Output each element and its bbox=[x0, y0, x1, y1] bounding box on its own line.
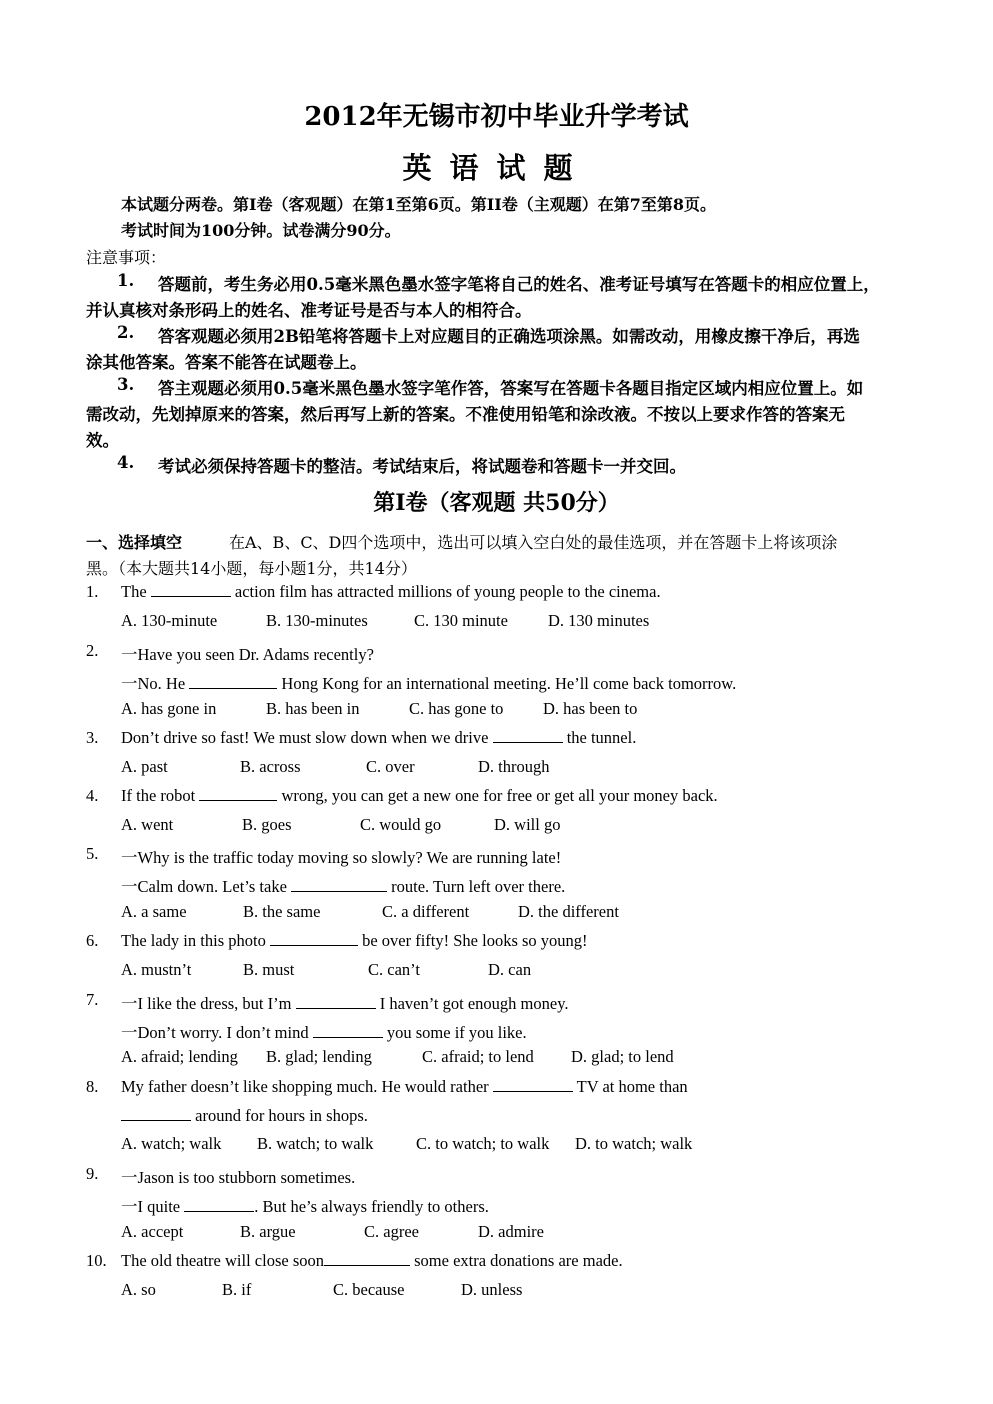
answer-option: A. watch; walk bbox=[121, 1134, 222, 1153]
answer-option: C. a different bbox=[382, 902, 470, 921]
question-number: 4. bbox=[86, 786, 99, 805]
answer-option: A. accept bbox=[121, 1222, 184, 1241]
note-number: 2. bbox=[117, 323, 135, 342]
answer-option: C. because bbox=[333, 1280, 405, 1299]
question-text: Don’t drive so fast! We must slow down when we drive the tunnel. bbox=[121, 728, 637, 747]
answer-blank bbox=[121, 1106, 191, 1121]
question-number: 9. bbox=[86, 1164, 99, 1183]
answer-option: C. agree bbox=[364, 1222, 419, 1241]
answer-option: A. 130-minute bbox=[121, 611, 218, 630]
question-text: 一I quite . But he’s always friendly to others. bbox=[121, 1197, 489, 1216]
answer-blank bbox=[324, 1251, 410, 1266]
answer-option: B. glad; lending bbox=[266, 1047, 372, 1066]
answer-option: C. can’t bbox=[368, 960, 420, 979]
notes-label: 注意事项： bbox=[86, 248, 167, 267]
intro-line-1: 本试题分两卷。第I卷（客观题）在第1至第6页。第II卷（主观题）在第7至第8页。 bbox=[121, 195, 716, 214]
answer-option: A. a same bbox=[121, 902, 187, 921]
answer-option: C. afraid; to lend bbox=[422, 1047, 534, 1066]
note-text: 效。 bbox=[86, 431, 119, 450]
note-text: 答主观题必须用0.5毫米黑色墨水签字笔作答，答案写在答题卡各题目指定区域内相应位置上。如 bbox=[158, 379, 864, 398]
part-instruction: 黑。（本大题共14小题，每小题1分，共14分） bbox=[86, 559, 417, 578]
question-text: If the robot wrong, you can get a new one for free or get all your money back. bbox=[121, 786, 718, 805]
answer-option: B. the same bbox=[243, 902, 321, 921]
answer-option: D. will go bbox=[494, 815, 561, 834]
question-number: 8. bbox=[86, 1077, 99, 1096]
note-text: 答客观题必须用2B铅笔将答题卡上对应题目的正确选项涂黑。如需改动，用橡皮擦干净后，再选 bbox=[158, 327, 860, 346]
answer-blank bbox=[296, 994, 376, 1009]
question-text: 一I like the dress, but I’m I haven’t got enough money. bbox=[121, 994, 569, 1013]
answer-blank bbox=[270, 931, 358, 946]
answer-option: B. argue bbox=[240, 1222, 296, 1241]
question-number: 2. bbox=[86, 641, 99, 660]
note-text: 并认真核对条形码上的姓名、准考证号是否与本人的相符合。 bbox=[86, 301, 532, 320]
question-text: around for hours in shops. bbox=[121, 1106, 368, 1126]
part-label: 一、选择填空 bbox=[86, 533, 183, 552]
answer-option: D. can bbox=[488, 960, 532, 979]
answer-option: B. if bbox=[222, 1280, 252, 1299]
note-text: 答题前，考生务必用0.5毫米黑色墨水签字笔将自己的姓名、准考证号填写在答题卡的相应位置上， bbox=[158, 275, 880, 294]
answer-option: A. has gone in bbox=[121, 699, 217, 718]
question-number: 10. bbox=[86, 1251, 107, 1270]
exam-title: 2012年无锡市初中毕业升学考试 bbox=[304, 102, 689, 132]
part-instruction: 在A、B、C、D四个选项中，选出可以填入空白处的最佳选项，并在答题卡上将该项涂 bbox=[229, 533, 838, 552]
question-text: 一No. He Hong Kong for an international meeting. He’ll come back tomorrow. bbox=[121, 674, 737, 693]
answer-option: A. mustn’t bbox=[121, 960, 192, 979]
question-text: 一Jason is too stubborn sometimes. bbox=[121, 1168, 356, 1187]
note-text: 考试必须保持答题卡的整洁。考试结束后，将试题卷和答题卡一并交回。 bbox=[158, 457, 686, 476]
answer-option: D. the different bbox=[518, 902, 619, 921]
note-text: 需改动，先划掉原来的答案，然后再写上新的答案。不准使用铅笔和涂改液。不按以上要求作答的答案无 bbox=[86, 405, 845, 424]
answer-option: C. to watch; to walk bbox=[416, 1134, 550, 1153]
answer-blank bbox=[493, 728, 563, 743]
question-text: My father doesn’t like shopping much. He would rather TV at home than bbox=[121, 1077, 688, 1096]
question-text: The lady in this photo be over fifty! She looks so young! bbox=[121, 931, 588, 950]
question-text: The action film has attracted millions of young people to the cinema. bbox=[121, 582, 661, 601]
answer-option: B. 130-minutes bbox=[266, 611, 368, 630]
question-text: The old theatre will close soon some extra donations are made. bbox=[121, 1251, 623, 1270]
answer-option: A. so bbox=[121, 1280, 156, 1299]
answer-blank bbox=[199, 786, 277, 801]
answer-blank bbox=[184, 1197, 254, 1212]
note-text: 涂其他答案。答案不能答在试题卷上。 bbox=[86, 353, 367, 372]
answer-option: B. across bbox=[240, 757, 301, 776]
answer-option: B. must bbox=[243, 960, 295, 979]
answer-option: D. glad; to lend bbox=[571, 1047, 674, 1066]
note-number: 3. bbox=[117, 375, 135, 394]
answer-option: D. through bbox=[478, 757, 550, 776]
answer-option: C. has gone to bbox=[409, 699, 504, 718]
question-text: 一Why is the traffic today moving so slowly? We are running late! bbox=[121, 848, 562, 867]
section-title: 第I卷（客观题 共50分） bbox=[373, 490, 620, 516]
answer-option: B. has been in bbox=[266, 699, 360, 718]
question-number: 3. bbox=[86, 728, 99, 747]
question-number: 7. bbox=[86, 990, 99, 1009]
question-text: 一Calm down. Let’s take route. Turn left over there. bbox=[121, 877, 566, 896]
answer-blank bbox=[493, 1077, 573, 1092]
answer-option: D. to watch; walk bbox=[575, 1134, 693, 1153]
answer-option: C. would go bbox=[360, 815, 442, 834]
answer-option: A. went bbox=[121, 815, 174, 834]
answer-option: D. unless bbox=[461, 1280, 523, 1299]
note-number: 1. bbox=[117, 271, 135, 290]
exam-subtitle: 英语试题 bbox=[402, 151, 591, 185]
question-text: 一Have you seen Dr. Adams recently? bbox=[121, 645, 374, 664]
answer-option: D. admire bbox=[478, 1222, 544, 1241]
answer-option: C. over bbox=[366, 757, 415, 776]
answer-blank bbox=[313, 1023, 383, 1038]
answer-blank bbox=[151, 582, 231, 597]
answer-option: A. afraid; lending bbox=[121, 1047, 238, 1066]
question-text: 一Don’t worry. I don’t mind you some if you like. bbox=[121, 1023, 527, 1042]
answer-option: D. 130 minutes bbox=[548, 611, 650, 630]
question-number: 5. bbox=[86, 844, 99, 863]
note-number: 4. bbox=[117, 453, 135, 472]
answer-option: D. has been to bbox=[543, 699, 638, 718]
answer-blank bbox=[291, 877, 387, 892]
answer-option: B. watch; to walk bbox=[257, 1134, 374, 1153]
answer-option: C. 130 minute bbox=[414, 611, 508, 630]
answer-blank bbox=[189, 674, 277, 689]
question-number: 6. bbox=[86, 931, 99, 950]
intro-line-2: 考试时间为100分钟。试卷满分90分。 bbox=[121, 221, 401, 240]
answer-option: A. past bbox=[121, 757, 168, 776]
question-number: 1. bbox=[86, 582, 99, 601]
answer-option: B. goes bbox=[242, 815, 292, 834]
